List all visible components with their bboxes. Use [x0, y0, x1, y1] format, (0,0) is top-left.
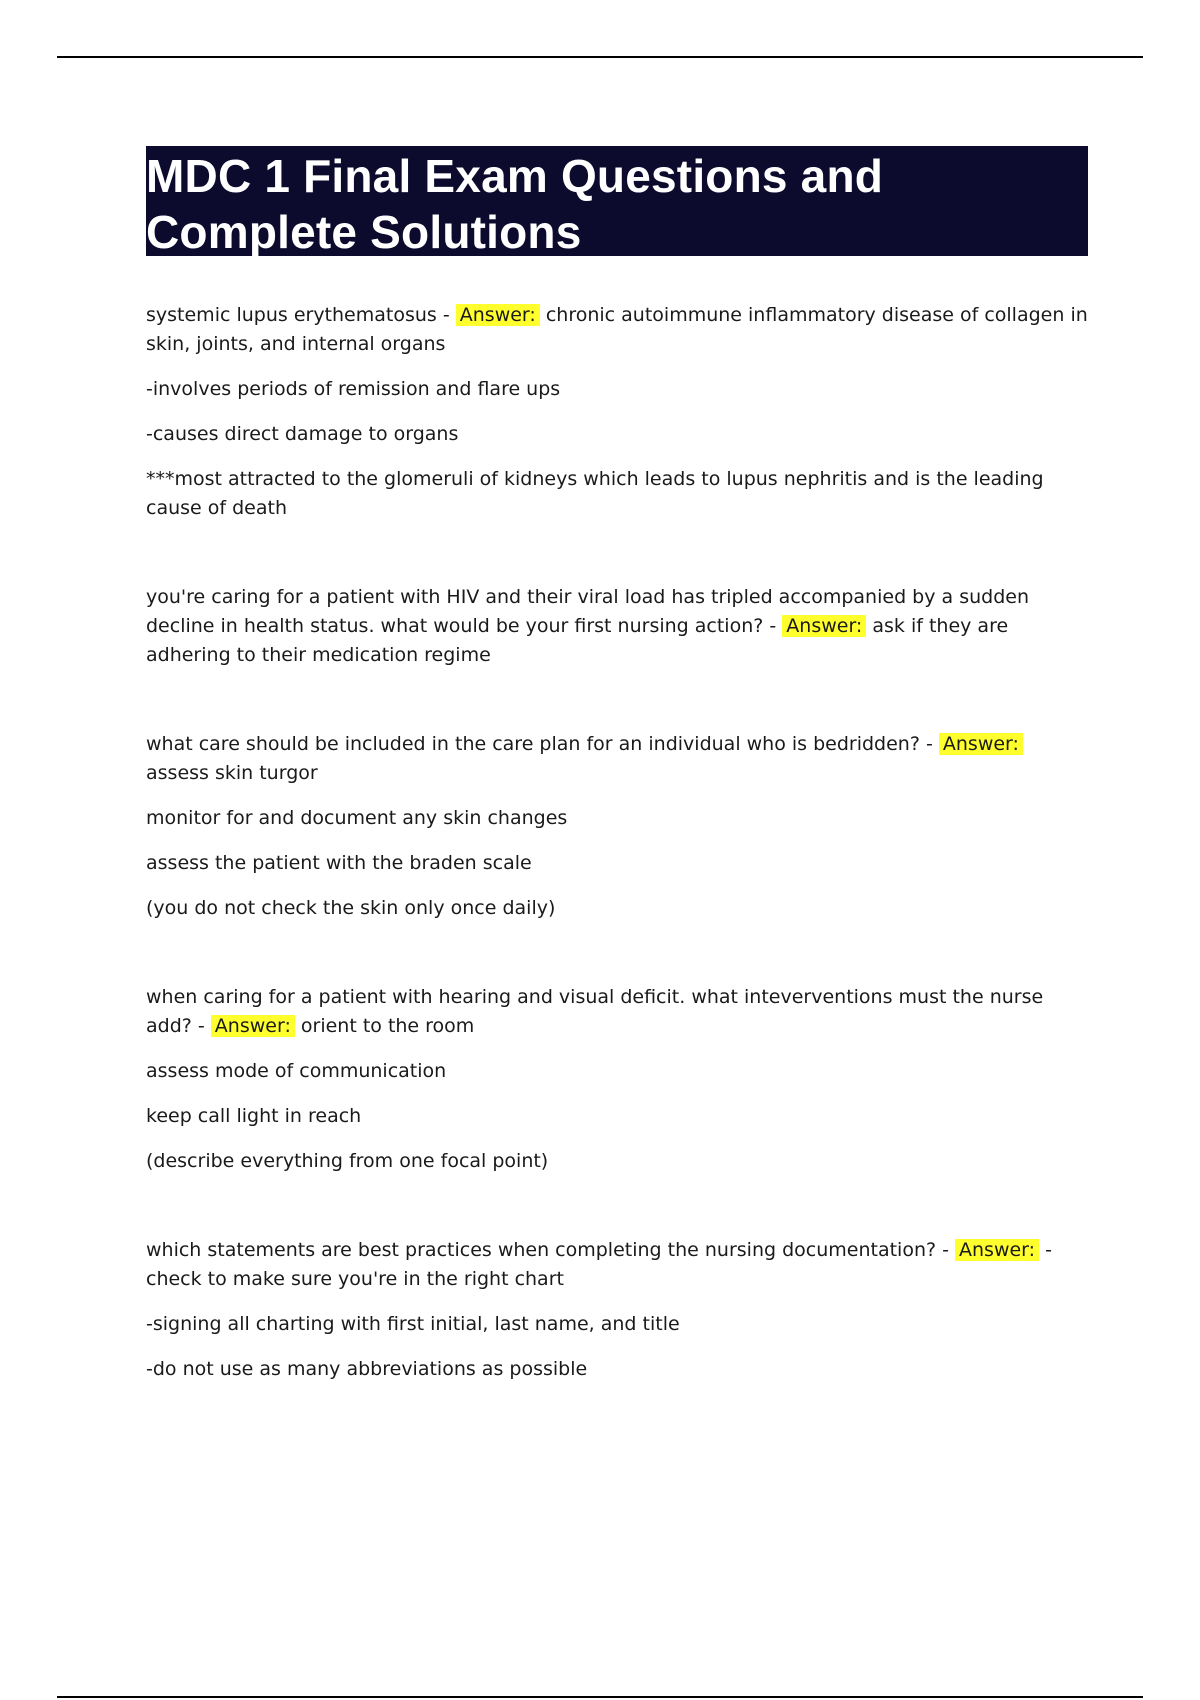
qa-item — [146, 1236, 1088, 1384]
question-text: systemic lupus erythematosus - — [146, 304, 450, 326]
question-answer-line — [146, 1236, 1088, 1294]
title-banner — [146, 146, 1088, 256]
question-answer-line — [146, 983, 1088, 1041]
answer-line: (describe everything from one focal point) — [146, 1150, 549, 1172]
answer-line: -causes direct damage to organs — [146, 423, 459, 445]
qa-item — [146, 583, 1088, 670]
answer-label: Answer: — [782, 615, 866, 637]
question-text: which statements are best practices when completing the nursing documentation? - — [146, 1239, 949, 1261]
answer-line: assess the patient with the braden scale — [146, 852, 532, 874]
qa-item — [146, 983, 1088, 1176]
answer-line: -do not use as many abbreviations as possible — [146, 1358, 588, 1380]
answer-text: ask if they are adhering to their medication regime — [146, 615, 1009, 666]
document-title: MDC 1 Final Exam Questions and Complete Solutions — [146, 150, 884, 258]
question-answer-line — [146, 301, 1088, 359]
answer-label: Answer: — [955, 1239, 1039, 1261]
answer-text: chronic autoimmune inflammatory disease of collagen in skin, joints, and internal organs — [146, 304, 1088, 355]
question-text: what care should be included in the care plan for an individual who is bedridden? - — [146, 733, 933, 755]
question-answer-line — [146, 583, 1088, 670]
answer-line: monitor for and document any skin changes — [146, 807, 568, 829]
answer-line: keep call light in reach — [146, 1105, 362, 1127]
answer-text: -check to make sure you're in the right chart — [146, 1239, 1052, 1290]
question-text: when caring for a patient with hearing and visual deficit. what inteverventions must the nurse add? - — [146, 986, 1044, 1037]
top-rule — [57, 56, 1143, 58]
answer-label: Answer: — [939, 733, 1023, 755]
question-text: you're caring for a patient with HIV and their viral load has tripled accompanied by a sudden decline in health status. what would be your first nursing action? - — [146, 586, 1029, 637]
answer-line: assess mode of communication — [146, 1060, 447, 1082]
answer-text: orient to the room — [300, 1015, 475, 1037]
bottom-rule — [57, 1696, 1143, 1698]
document-body — [146, 301, 1088, 1400]
answer-line: -involves periods of remission and flare ups — [146, 378, 561, 400]
question-answer-line — [146, 730, 1088, 788]
answer-text: assess skin turgor — [146, 762, 318, 784]
answer-line: (you do not check the skin only once daily) — [146, 897, 556, 919]
qa-item — [146, 730, 1088, 923]
answer-label: Answer: — [211, 1015, 295, 1037]
qa-item — [146, 301, 1088, 523]
answer-line: -signing all charting with first initial, last name, and title — [146, 1313, 680, 1335]
answer-line: ***most attracted to the glomeruli of kidneys which leads to lupus nephritis and is the leading cause of death — [146, 468, 1044, 519]
answer-label: Answer: — [456, 304, 540, 326]
